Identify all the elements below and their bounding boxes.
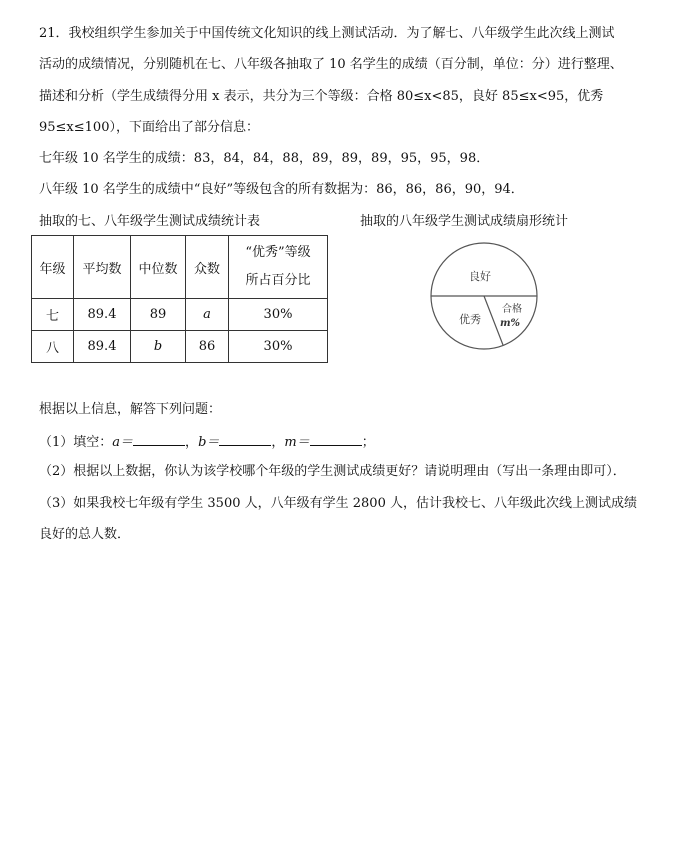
row7-mean: 89.4: [74, 299, 131, 331]
row8-excellent: 30%: [229, 331, 328, 363]
row8-grade: 八: [32, 331, 74, 363]
row8-median: b: [131, 331, 186, 363]
pie-label-good: 良好: [469, 270, 491, 283]
problem-line-2: 活动的成绩情况，分别随机在七、八年级各抽取了 10 名学生的成绩（百分制，单位：分）进行整理、: [39, 57, 623, 72]
questions-intro: 根据以上信息，解答下列问题：: [39, 402, 222, 417]
row7-excellent: 30%: [229, 299, 328, 331]
grade7-scores: 七年级 10 名学生的成绩：83，84，84，88，89，89，89，95，95，98．: [39, 151, 490, 166]
problem-line-4: 95≤x≤100），下面给出了部分信息：: [39, 120, 259, 135]
question-3-line-2: 良好的总人数．: [39, 527, 131, 542]
table-row: [32, 331, 328, 363]
pie-chart: [428, 240, 540, 352]
q1-end: ；: [361, 435, 375, 450]
header-excellent-percent: [229, 236, 328, 299]
pie-label-pass: 合格: [502, 304, 522, 315]
problem-line-1: 21．我校组织学生参加关于中国传统文化知识的线上测试活动．为了解七、八年级学生此次线上测试: [39, 26, 615, 41]
q1-a-label: a＝: [112, 435, 134, 450]
row8-mean: 89.4: [74, 331, 131, 363]
row8-mode: 86: [186, 331, 229, 363]
header-mean: 平均数: [74, 236, 131, 299]
q1-prefix: （1）填空：: [39, 435, 113, 450]
pie-label-excellent: 优秀: [459, 313, 481, 326]
row7-grade: 七: [32, 299, 74, 331]
q1-b-label: b＝: [198, 435, 220, 450]
question-1: [39, 432, 669, 452]
q1-m-blank[interactable]: [310, 432, 362, 446]
q1-sep-2: ，: [271, 435, 285, 450]
table-caption: 抽取的七、八年级学生测试成绩统计表: [39, 214, 261, 229]
question-2: （2）根据以上数据，你认为该学校哪个年级的学生测试成绩更好？请说明理由（写出一条理由即可）．: [39, 464, 626, 479]
table-header-row: [32, 236, 328, 299]
header-grade: 年级: [32, 236, 74, 299]
grade8-good-scores: 八年级 10 名学生的成绩中“良好”等级包含的所有数据为：86，86，86，90，94．: [39, 182, 524, 197]
table-row: [32, 299, 328, 331]
q1-b-blank[interactable]: [219, 432, 271, 446]
question-3-line-1: （3）如果我校七年级有学生 3500 人，八年级有学生 2800 人，估计我校七、八年级此次线上测试成绩: [39, 496, 637, 511]
row7-median: 89: [131, 299, 186, 331]
row7-mode: a: [186, 299, 229, 331]
header-median: 中位数: [131, 236, 186, 299]
header-excellent-line1: “优秀”等级: [245, 245, 311, 260]
q1-m-label: m＝: [284, 435, 310, 450]
q1-a-blank[interactable]: [133, 432, 185, 446]
header-excellent-line2: 所占百分比: [245, 273, 311, 288]
q1-sep-1: ，: [185, 435, 199, 450]
pie-label-pass-percent: m%: [499, 318, 521, 329]
pie-caption: 抽取的八年级学生测试成绩扇形统计: [360, 214, 569, 229]
problem-line-3: 描述和分析（学生成绩得分用 x 表示，共分为三个等级：合格 80≤x<85，良好 85≤x<95，优秀: [39, 89, 604, 104]
header-mode: 众数: [186, 236, 229, 299]
statistics-table: [31, 235, 328, 363]
